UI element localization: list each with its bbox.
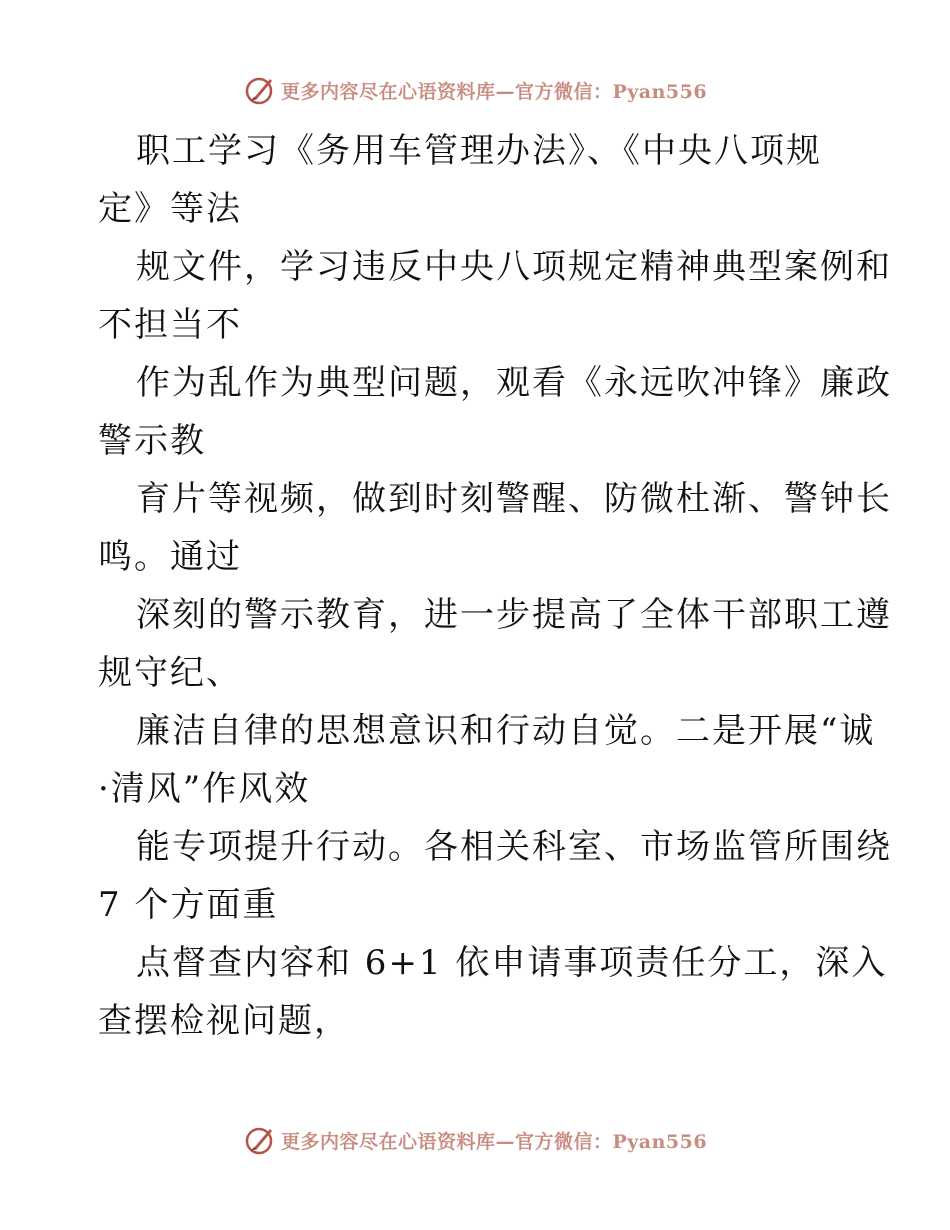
line-second: 7 个方面重 <box>98 885 279 925</box>
footer-watermark-banner <box>0 1120 950 1160</box>
paragraph-line <box>98 470 892 586</box>
line-first: 廉洁自律的思想意识和行动自觉。二是开展“诚 <box>136 711 876 751</box>
quill-logo-icon <box>243 73 277 107</box>
paragraph-line <box>98 122 858 238</box>
line-first: 规文件，学习违反中央八项规定精神典型案例和 <box>136 247 892 287</box>
line-second: 不担当不 <box>98 305 242 345</box>
document-body <box>98 122 892 1050</box>
line-first: 职工学习《务用车管理办法》、《中央八项规 <box>136 131 822 171</box>
paragraph-line <box>98 586 892 702</box>
line-first: 作为乱作为典型问题，观看《永远吹冲锋》廉政 <box>136 363 892 403</box>
header-watermark-text: 更多内容尽在心语资料库—官方微信：Pyan556 <box>280 80 708 103</box>
line-second: 定》等法 <box>98 189 242 229</box>
line-second: ·清风”作风效 <box>98 769 311 809</box>
line-second: 规守纪、 <box>98 653 242 693</box>
line-first: 深刻的警示教育，进一步提高了全体干部职工遵 <box>136 595 892 635</box>
paragraph-line <box>98 702 876 818</box>
quill-logo-icon <box>243 1123 277 1157</box>
header-watermark-banner <box>0 70 950 110</box>
line-second: 查摆检视问题， <box>98 1001 350 1041</box>
line-first: 育片等视频，做到时刻警醒、防微杜渐、警钟长 <box>136 479 892 519</box>
paragraph-line <box>98 238 892 354</box>
paragraph-line <box>98 934 888 1050</box>
paragraph-line <box>98 354 892 470</box>
line-second: 警示教 <box>98 421 206 461</box>
footer-watermark-text: 更多内容尽在心语资料库—官方微信：Pyan556 <box>280 1130 708 1153</box>
line-first: 点督查内容和 6+1 依申请事项责任分工，深入 <box>136 943 888 983</box>
line-second: 鸣。通过 <box>98 537 242 577</box>
paragraph-line <box>98 818 892 934</box>
line-first: 能专项提升行动。各相关科室、市场监管所围绕 <box>136 827 892 867</box>
